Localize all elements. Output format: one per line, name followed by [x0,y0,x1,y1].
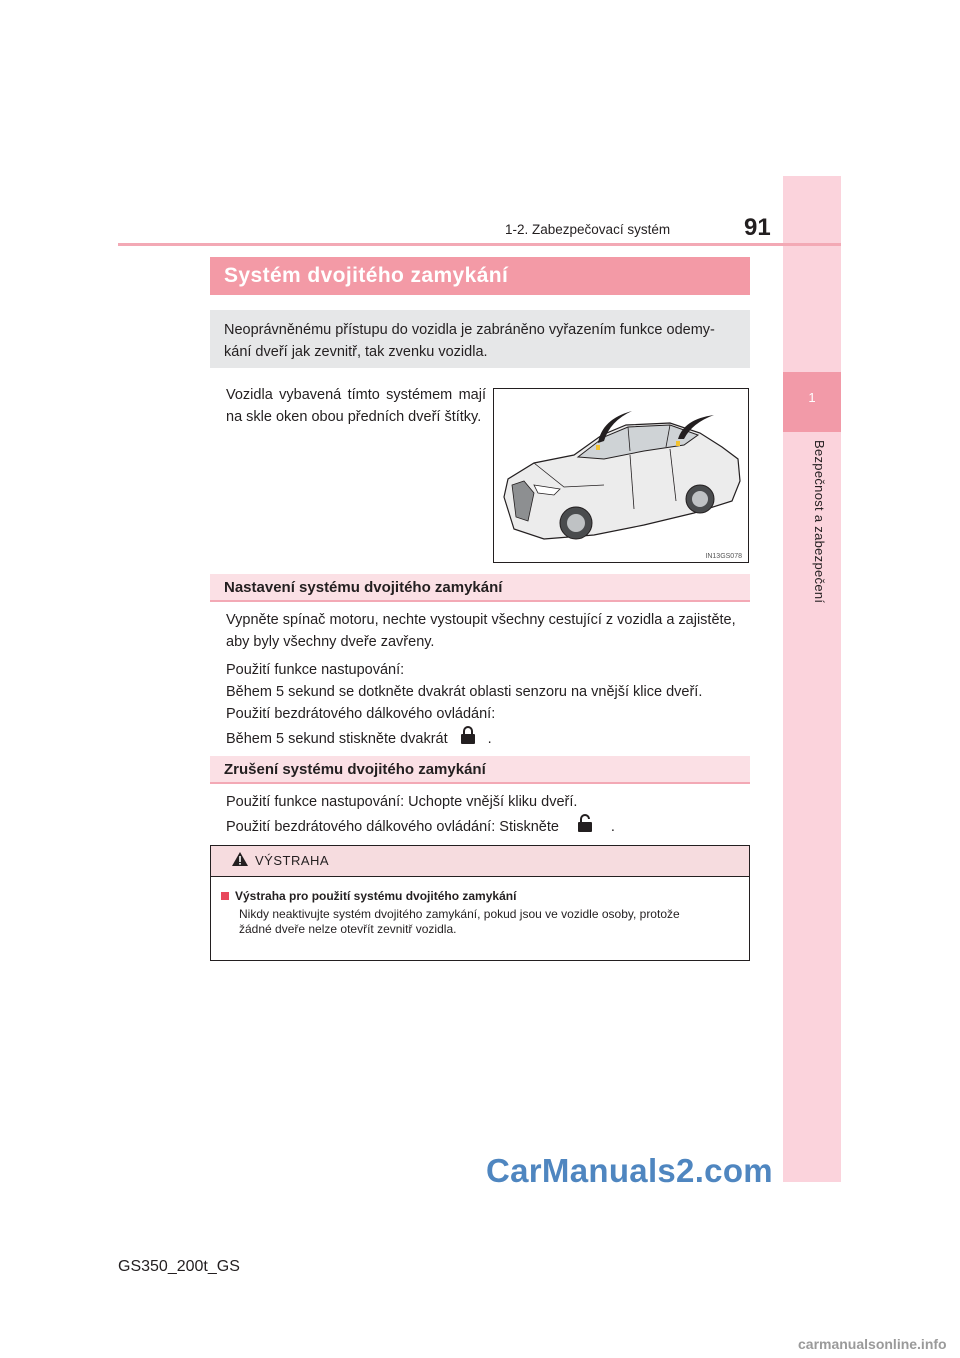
car-illustration [493,388,749,563]
chapter-title: Bezpečnost a zabezpečení [812,440,827,604]
image-code: IN13GS078 [705,553,742,560]
chapter-number: 1 [808,390,816,405]
warning-item-line: Nikdy neaktivujte systém dvojitého zamykání, pokud jsou ve vozidle osoby, protože [239,907,680,921]
warning-title: VÝSTRAHA [255,853,330,868]
lock-icon [448,725,488,752]
warning-item-heading: Výstraha pro použití systému dvojitého zamykání [235,889,517,903]
setting-line-text: Během 5 sekund stiskněte dvakrát [226,730,448,747]
warning-box [210,845,750,961]
setting-line-end: . [487,730,492,747]
warning-item-heading-row [221,889,739,903]
setting-line: Použití funkce nastupování: [226,662,405,678]
footer-model: GS350_200t_GS [118,1258,240,1275]
setting-para-line: aby byly všechny dveře zavřeny. [226,634,435,650]
unlock-icon [559,813,611,840]
warning-header [211,846,749,877]
setting-line: Použití bezdrátového dálkového ovládání: [226,706,496,722]
warning-item-line: žádné dveře nelze otevřít zevnitř vozidla. [239,922,457,936]
cancel-line [226,813,746,840]
intro-line: Neoprávněnému přístupu do vozidla je zabráněno vyřazením funkce odemy- [224,322,715,338]
header-rule [118,243,841,246]
section-heading: 1-2. Zabezpečovací systém [505,222,671,237]
watermark-primary: CarManuals2.com [486,1152,773,1189]
side-tab-strip [783,176,841,1182]
car-drawing [494,389,748,562]
intro-line: kání dveří jak zevnitř, tak zvenku vozidla. [224,344,488,360]
page-title: Systém dvojitého zamykání [210,257,750,295]
cancel-heading: Zrušení systému dvojitého zamykání [210,756,750,784]
setting-heading: Nastavení systému dvojitého zamykání [210,574,750,602]
vehicle-note-line: Vozidla vybavená tímto systémem mají [226,387,486,403]
cancel-body [226,791,746,840]
setting-line [226,725,746,752]
warning-content [211,877,749,937]
intro-box [210,310,750,368]
warning-triangle-icon [231,851,249,872]
cancel-line-end: . [610,818,615,835]
watermark-secondary: carmanualsonline.info [798,1336,947,1352]
setting-line: Během 5 sekund se dotkněte dvakrát oblasti senzoru na vnější klice dveří. [226,684,703,700]
setting-para-line: Vypněte spínač motoru, nechte vystoupit všechny cestující z vozidla a zajistěte, [226,612,736,628]
warning-item-text [221,903,739,937]
cancel-line: Použití funkce nastupování: Uchopte vnější kliku dveří. [226,794,578,810]
vehicle-note [226,384,486,428]
page-number: 91 [744,214,771,241]
setting-body [226,609,746,752]
cancel-line-text: Použití bezdrátového dálkového ovládání: Stiskněte [226,818,559,835]
vehicle-note-line: na skle oken obou předních dveří štítky. [226,409,482,425]
warning-bullet [221,892,229,900]
